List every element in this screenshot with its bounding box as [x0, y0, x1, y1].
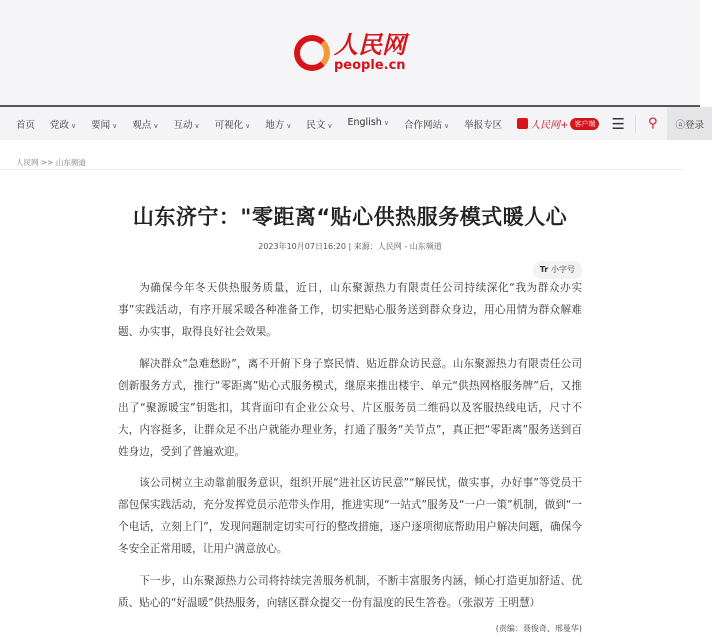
- font-size-icon: Tr: [539, 265, 551, 274]
- nav-items: [16, 117, 517, 131]
- paragraph: 解决群众“急难愁盼”，离不开俯下身子察民情、贴近群众访民意。山东聚源热力有限责任公司创新服务方式，推行“零距离”贴心式服务模式，继原来推出楼宇、单元“供热网格服务牌”后，又推出了“聚源暖宝”钥匙扣，其背面印有企业公众号、片区服务员二维码以及客服热线电话，尺寸不大，内容挺多，让群众足不出户就能办理业务，打通了服务“关节点”，真正把“零距离”服务送到百姓身边，受到了普遍欢迎。: [118, 357, 582, 458]
- nav-item-label: 可视化: [214, 119, 244, 131]
- chevron-down-icon: ∨: [443, 121, 450, 130]
- page-title: 山东济宁："零距离“贴心供热服务模式暖人心: [132, 205, 568, 229]
- nav-item-label: English: [347, 116, 382, 128]
- nav-item[interactable]: [91, 117, 117, 131]
- site-header: [0, 0, 700, 107]
- main-nav: [0, 107, 704, 140]
- chevron-down-icon: ∨: [383, 118, 389, 127]
- chevron-down-icon: ∨: [286, 121, 292, 130]
- chevron-down-icon: ∨: [327, 121, 333, 130]
- nav-item-label: 互动: [173, 119, 193, 131]
- chevron-down-icon: ∨: [194, 121, 200, 130]
- article-meta: 2023年10月07日16:20 | 来源：人民网 - 山东频道: [258, 242, 442, 251]
- people-logo[interactable]: [294, 32, 406, 73]
- nav-item-label: 党政: [50, 119, 70, 131]
- nav-item[interactable]: [306, 117, 332, 131]
- search-icon[interactable]: ⚲: [647, 116, 658, 131]
- nav-item[interactable]: [265, 117, 291, 131]
- nav-item[interactable]: [404, 117, 449, 131]
- breadcrumb[interactable]: 人民网 >> 山东频道: [0, 140, 684, 170]
- article-content: [118, 257, 582, 641]
- app-icon: [517, 118, 528, 129]
- login-button[interactable]: [667, 107, 712, 140]
- logo-en: people.cn: [334, 58, 406, 73]
- nav-item-label: 观点: [132, 119, 152, 131]
- nav-item[interactable]: [173, 117, 199, 131]
- editor-credit: (责编：聂俊奇、邢曼华): [495, 624, 582, 633]
- app-link[interactable]: [517, 116, 599, 131]
- font-size-label: 小字号: [551, 265, 575, 274]
- nav-item-label: 要闻: [91, 119, 111, 131]
- chevron-down-icon: ∨: [245, 121, 251, 130]
- font-size-row: [118, 257, 582, 275]
- nav-item-label: 举报专区: [464, 119, 503, 131]
- nav-item-label: 合作网站: [403, 119, 442, 131]
- logo-cn: 人民网: [334, 31, 406, 59]
- chevron-down-icon: ∨: [153, 121, 159, 130]
- nav-item[interactable]: [132, 117, 158, 131]
- logo-mark-icon: [294, 35, 330, 71]
- nav-item[interactable]: [215, 117, 251, 131]
- hamburger-icon[interactable]: ☰: [611, 115, 635, 133]
- app-badge: 客户端: [570, 118, 599, 130]
- chevron-down-icon: ∨: [71, 121, 77, 130]
- nav-item-label: 首页: [16, 119, 36, 131]
- paragraph: 为确保今年冬天供热服务质量，近日，山东聚源热力有限责任公司持续深化“我为群众办实事”实践活动，有序开展采暖各种准备工作，切实把贴心服务送到群众身边，用心用情为群众解难题、办实事，取得良好社会效果。: [118, 282, 582, 338]
- nav-item[interactable]: [16, 117, 35, 131]
- chevron-down-icon: ∨: [112, 121, 118, 130]
- login-label: 登录: [684, 119, 704, 131]
- paragraph: 下一步，山东聚源热力公司将持续完善服务机制，不断丰富服务内涵，倾心打造更加舒适、优质、贴心的“好温暖”供热服务，向辖区群众提交一份有温度的民生答卷。（张淑芳 王明慧）: [118, 574, 582, 609]
- nav-item-label: 地方: [265, 119, 285, 131]
- nav-item[interactable]: [464, 117, 502, 131]
- app-name: 人民网+: [530, 120, 569, 131]
- article-body: [118, 277, 582, 614]
- paragraph: 该公司树立主动靠前服务意识，组织开展“进社区访民意”“解民忧，做实事，办好事”等党员干部包保实践活动，充分发挥党员示范带头作用，推进实现“一站式”服务及“一户一策”机制，做到“一个电话，立刻上门”，发现问题制定切实可行的整改措施，逐户逐项彻底帮助用户解决问题，确保今冬安全正常用暖，让用户满意放心。: [118, 477, 582, 555]
- user-icon: ⓐ: [675, 119, 685, 131]
- nav-item[interactable]: [348, 117, 389, 131]
- nav-item[interactable]: [50, 117, 76, 131]
- nav-item-label: 民文: [306, 119, 326, 131]
